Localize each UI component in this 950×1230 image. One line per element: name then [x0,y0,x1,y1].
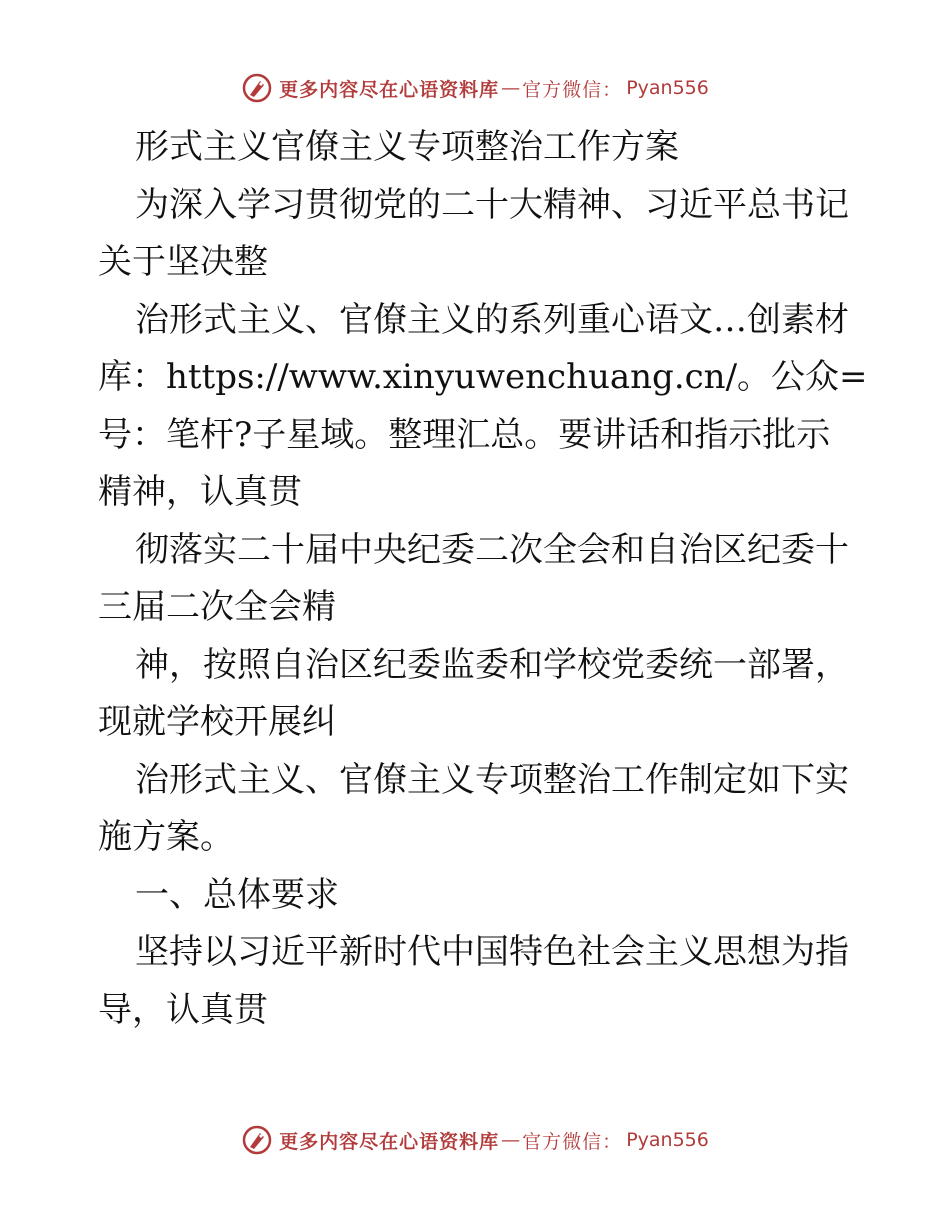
document-body [98,119,868,1039]
paragraph-line: 库：https://www.xinyuwenchuang.cn/。公众= [98,357,868,397]
pen-nib-circle-icon [241,1124,273,1156]
paragraph-line: 施方案。 [98,817,234,857]
paragraph-line: 彻落实二十届中央纪委二次全会和自治区纪委十 [135,529,849,570]
footer-watermark-banner [0,1122,950,1158]
banner-wechat-handle: Pyan556 [626,1129,709,1151]
paragraph-line: 三届二次全会精 [98,587,336,627]
banner-separator: — [501,1129,521,1151]
header-watermark-banner [0,70,950,106]
banner-label: 官方微信： [522,1130,623,1153]
banner-label: 官方微信： [522,78,623,101]
paragraph-line: 导，认真贯 [98,989,268,1030]
paragraph-line: 精神，认真贯 [98,472,302,512]
banner-text: 更多内容尽在心语资料库 [279,1130,500,1153]
paragraph-line: 神，按照自治区纪委监委和学校党委统一部署， [135,644,849,685]
paragraph-line: 现就学校开展纠 [98,702,336,742]
paragraph-line: 治形式主义、官僚主义的系列重心语文…创素材 [135,299,849,340]
paragraph-line: 坚持以习近平新时代中国特色社会主义思想为指 [135,932,849,972]
pen-nib-circle-icon [241,72,273,104]
paragraph-line: 关于坚决整 [98,242,268,282]
section-heading: 一、总体要求 [135,874,339,915]
document-title: 形式主义官僚主义专项整治工作方案 [135,127,679,167]
banner-separator: — [501,77,521,99]
paragraph-line: 治形式主义、官僚主义专项整治工作制定如下实 [135,759,849,800]
paragraph-line: 为深入学习贯彻党的二十大精神、习近平总书记 [135,184,849,225]
banner-text: 更多内容尽在心语资料库 [279,78,500,101]
paragraph-line: 号：笔杆?子星域。整理汇总。要讲话和指示批示 [98,414,831,455]
banner-wechat-handle: Pyan556 [626,77,709,99]
